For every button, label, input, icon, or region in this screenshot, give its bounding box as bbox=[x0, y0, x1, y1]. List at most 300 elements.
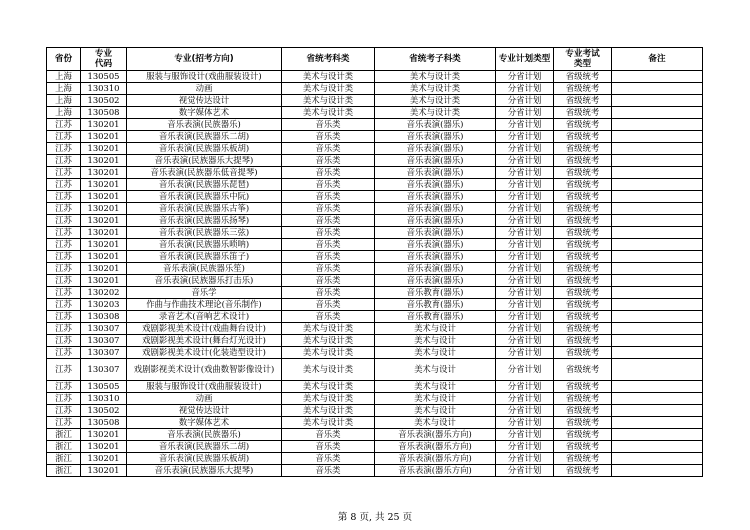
exam-type-cell: 省级统考 bbox=[554, 239, 612, 251]
table-row bbox=[47, 299, 703, 311]
major-code-cell: 130203 bbox=[81, 299, 127, 311]
exam-category-cell: 美术与设计类 bbox=[282, 95, 375, 107]
remarks-cell bbox=[612, 167, 703, 179]
remarks-cell bbox=[612, 251, 703, 263]
exam-category-cell: 美术与设计类 bbox=[282, 405, 375, 417]
major-name-cell: 服装与服饰设计(戏曲服装设计) bbox=[127, 381, 282, 393]
province-cell: 江苏 bbox=[47, 143, 81, 155]
header-exam-subcategory: 省统考子科类 bbox=[375, 48, 496, 71]
major-name-cell: 视觉传达设计 bbox=[127, 405, 282, 417]
province-cell: 江苏 bbox=[47, 417, 81, 429]
remarks-cell bbox=[612, 215, 703, 227]
remarks-cell bbox=[612, 155, 703, 167]
table-row bbox=[47, 441, 703, 453]
major-code-cell: 130201 bbox=[81, 263, 127, 275]
major-code-cell: 130201 bbox=[81, 191, 127, 203]
exam-subcategory-cell: 音乐表演(器乐) bbox=[375, 263, 496, 275]
major-name-cell: 音乐表演(民族器乐大提琴) bbox=[127, 465, 282, 477]
exam-category-cell: 音乐类 bbox=[282, 287, 375, 299]
exam-category-cell: 音乐类 bbox=[282, 191, 375, 203]
exam-subcategory-cell: 美术与设计 bbox=[375, 323, 496, 335]
exam-subcategory-cell: 音乐表演(器乐) bbox=[375, 131, 496, 143]
major-name-cell: 戏剧影视美术设计(戏曲舞台设计) bbox=[127, 323, 282, 335]
province-cell: 江苏 bbox=[47, 311, 81, 323]
exam-category-cell: 音乐类 bbox=[282, 167, 375, 179]
exam-subcategory-cell: 音乐表演(器乐) bbox=[375, 275, 496, 287]
major-code-cell: 130502 bbox=[81, 405, 127, 417]
major-code-cell: 130201 bbox=[81, 143, 127, 155]
remarks-cell bbox=[612, 429, 703, 441]
province-cell: 上海 bbox=[47, 83, 81, 95]
plan-type-cell: 分省计划 bbox=[496, 131, 554, 143]
exam-type-cell: 省级统考 bbox=[554, 465, 612, 477]
major-code-cell: 130502 bbox=[81, 95, 127, 107]
exam-category-cell: 音乐类 bbox=[282, 299, 375, 311]
major-code-cell: 130201 bbox=[81, 453, 127, 465]
table-row bbox=[47, 417, 703, 429]
major-name-cell: 服装与服饰设计(戏曲服装设计) bbox=[127, 71, 282, 83]
plan-type-cell: 分省计划 bbox=[496, 299, 554, 311]
exam-type-cell: 省级统考 bbox=[554, 453, 612, 465]
table-row bbox=[47, 311, 703, 323]
province-cell: 江苏 bbox=[47, 359, 81, 381]
table-row bbox=[47, 429, 703, 441]
exam-type-cell: 省级统考 bbox=[554, 347, 612, 359]
exam-category-cell: 美术与设计类 bbox=[282, 381, 375, 393]
exam-subcategory-cell: 音乐表演(器乐) bbox=[375, 119, 496, 131]
exam-category-cell: 美术与设计类 bbox=[282, 107, 375, 119]
major-code-cell: 130307 bbox=[81, 359, 127, 381]
exam-subcategory-cell: 音乐表演(器乐方向) bbox=[375, 429, 496, 441]
major-name-cell: 音乐表演(民族器乐大提琴) bbox=[127, 155, 282, 167]
table-row bbox=[47, 167, 703, 179]
exam-type-cell: 省级统考 bbox=[554, 335, 612, 347]
plan-type-cell: 分省计划 bbox=[496, 263, 554, 275]
table-row bbox=[47, 227, 703, 239]
major-name-cell: 音乐学 bbox=[127, 287, 282, 299]
province-cell: 江苏 bbox=[47, 405, 81, 417]
exam-category-cell: 音乐类 bbox=[282, 131, 375, 143]
exam-type-cell: 省级统考 bbox=[554, 191, 612, 203]
province-cell: 江苏 bbox=[47, 381, 81, 393]
major-name-cell: 音乐表演(民族器乐板胡) bbox=[127, 453, 282, 465]
province-cell: 上海 bbox=[47, 95, 81, 107]
exam-type-cell: 省级统考 bbox=[554, 251, 612, 263]
table-row bbox=[47, 323, 703, 335]
exam-subcategory-cell: 音乐表演(器乐) bbox=[375, 191, 496, 203]
plan-type-cell: 分省计划 bbox=[496, 119, 554, 131]
exam-subcategory-cell: 美术与设计类 bbox=[375, 107, 496, 119]
exam-subcategory-cell: 音乐表演(器乐) bbox=[375, 179, 496, 191]
exam-subcategory-cell: 美术与设计 bbox=[375, 347, 496, 359]
exam-subcategory-cell: 音乐表演(器乐方向) bbox=[375, 441, 496, 453]
plan-type-cell: 分省计划 bbox=[496, 287, 554, 299]
exam-type-cell: 省级统考 bbox=[554, 71, 612, 83]
header-exam-category: 省统考科类 bbox=[282, 48, 375, 71]
remarks-cell bbox=[612, 381, 703, 393]
major-code-cell: 130201 bbox=[81, 131, 127, 143]
plan-type-cell: 分省计划 bbox=[496, 227, 554, 239]
major-name-cell: 音乐表演(民族器乐二胡) bbox=[127, 131, 282, 143]
plan-type-cell: 分省计划 bbox=[496, 381, 554, 393]
province-cell: 江苏 bbox=[47, 179, 81, 191]
exam-category-cell: 美术与设计类 bbox=[282, 323, 375, 335]
major-name-cell: 音乐表演(民族器乐三弦) bbox=[127, 227, 282, 239]
exam-type-cell: 省级统考 bbox=[554, 323, 612, 335]
table-row bbox=[47, 203, 703, 215]
table-row bbox=[47, 275, 703, 287]
exam-type-cell: 省级统考 bbox=[554, 107, 612, 119]
exam-type-cell: 省级统考 bbox=[554, 95, 612, 107]
remarks-cell bbox=[612, 335, 703, 347]
exam-category-cell: 音乐类 bbox=[282, 203, 375, 215]
major-name-cell: 数字媒体艺术 bbox=[127, 417, 282, 429]
exam-type-cell: 省级统考 bbox=[554, 203, 612, 215]
table-row bbox=[47, 191, 703, 203]
plan-type-cell: 分省计划 bbox=[496, 83, 554, 95]
exam-subcategory-cell: 美术与设计 bbox=[375, 381, 496, 393]
exam-category-cell: 美术与设计类 bbox=[282, 335, 375, 347]
table-row bbox=[47, 83, 703, 95]
exam-subcategory-cell: 音乐表演(器乐方向) bbox=[375, 453, 496, 465]
plan-type-cell: 分省计划 bbox=[496, 417, 554, 429]
plan-type-cell: 分省计划 bbox=[496, 167, 554, 179]
exam-category-cell: 音乐类 bbox=[282, 143, 375, 155]
table-row bbox=[47, 131, 703, 143]
exam-category-cell: 美术与设计类 bbox=[282, 359, 375, 381]
remarks-cell bbox=[612, 131, 703, 143]
major-name-cell: 音乐表演(民族器乐) bbox=[127, 429, 282, 441]
major-name-cell: 音乐表演(民族器乐唢呐) bbox=[127, 239, 282, 251]
table-row bbox=[47, 143, 703, 155]
plan-type-cell: 分省计划 bbox=[496, 107, 554, 119]
header-major-code: 专业 代码 bbox=[81, 48, 127, 71]
province-cell: 江苏 bbox=[47, 203, 81, 215]
exam-category-cell: 音乐类 bbox=[282, 453, 375, 465]
plan-type-cell: 分省计划 bbox=[496, 71, 554, 83]
exam-subcategory-cell: 美术与设计 bbox=[375, 405, 496, 417]
province-cell: 江苏 bbox=[47, 119, 81, 131]
exam-type-cell: 省级统考 bbox=[554, 405, 612, 417]
province-cell: 江苏 bbox=[47, 335, 81, 347]
table-row bbox=[47, 263, 703, 275]
remarks-cell bbox=[612, 359, 703, 381]
table-row bbox=[47, 95, 703, 107]
plan-type-cell: 分省计划 bbox=[496, 323, 554, 335]
major-code-cell: 130308 bbox=[81, 311, 127, 323]
province-cell: 江苏 bbox=[47, 275, 81, 287]
major-code-cell: 130307 bbox=[81, 335, 127, 347]
province-cell: 江苏 bbox=[47, 167, 81, 179]
exam-type-cell: 省级统考 bbox=[554, 417, 612, 429]
remarks-cell bbox=[612, 95, 703, 107]
exam-subcategory-cell: 音乐教育(器乐) bbox=[375, 287, 496, 299]
major-code-cell: 130201 bbox=[81, 275, 127, 287]
exam-subcategory-cell: 音乐表演(器乐) bbox=[375, 215, 496, 227]
table-row bbox=[47, 119, 703, 131]
major-code-cell: 130307 bbox=[81, 347, 127, 359]
exam-type-cell: 省级统考 bbox=[554, 381, 612, 393]
exam-category-cell: 美术与设计类 bbox=[282, 417, 375, 429]
remarks-cell bbox=[612, 71, 703, 83]
table-row bbox=[47, 215, 703, 227]
exam-subcategory-cell: 美术与设计 bbox=[375, 335, 496, 347]
major-code-cell: 130201 bbox=[81, 429, 127, 441]
exam-type-cell: 省级统考 bbox=[554, 179, 612, 191]
major-code-cell: 130508 bbox=[81, 417, 127, 429]
major-name-cell: 录音艺术(音响艺术设计) bbox=[127, 311, 282, 323]
province-cell: 江苏 bbox=[47, 323, 81, 335]
province-cell: 江苏 bbox=[47, 299, 81, 311]
exam-category-cell: 音乐类 bbox=[282, 239, 375, 251]
province-cell: 江苏 bbox=[47, 263, 81, 275]
major-name-cell: 视觉传达设计 bbox=[127, 95, 282, 107]
major-code-cell: 130201 bbox=[81, 167, 127, 179]
plan-type-cell: 分省计划 bbox=[496, 239, 554, 251]
table-row bbox=[47, 155, 703, 167]
plan-type-cell: 分省计划 bbox=[496, 465, 554, 477]
major-code-cell: 130201 bbox=[81, 155, 127, 167]
major-name-cell: 动画 bbox=[127, 83, 282, 95]
exam-subcategory-cell: 音乐表演(器乐) bbox=[375, 227, 496, 239]
major-code-cell: 130201 bbox=[81, 119, 127, 131]
exam-type-cell: 省级统考 bbox=[554, 441, 612, 453]
table-row bbox=[47, 465, 703, 477]
major-name-cell: 音乐表演(民族器乐板胡) bbox=[127, 143, 282, 155]
header-major-direction: 专业(招考方向) bbox=[127, 48, 282, 71]
province-cell: 江苏 bbox=[47, 155, 81, 167]
exam-subcategory-cell: 音乐表演(器乐) bbox=[375, 143, 496, 155]
table-row bbox=[47, 107, 703, 119]
exam-type-cell: 省级统考 bbox=[554, 155, 612, 167]
plan-type-cell: 分省计划 bbox=[496, 335, 554, 347]
exam-type-cell: 省级统考 bbox=[554, 227, 612, 239]
exam-subcategory-cell: 音乐教育(器乐) bbox=[375, 311, 496, 323]
exam-subcategory-cell: 音乐教育(器乐) bbox=[375, 299, 496, 311]
exam-category-cell: 美术与设计类 bbox=[282, 71, 375, 83]
major-code-cell: 130201 bbox=[81, 215, 127, 227]
remarks-cell bbox=[612, 393, 703, 405]
plan-type-cell: 分省计划 bbox=[496, 251, 554, 263]
exam-category-cell: 音乐类 bbox=[282, 215, 375, 227]
province-cell: 江苏 bbox=[47, 215, 81, 227]
header-plan-type: 专业计划类型 bbox=[496, 48, 554, 71]
province-cell: 浙江 bbox=[47, 441, 81, 453]
plan-type-cell: 分省计划 bbox=[496, 311, 554, 323]
plan-type-cell: 分省计划 bbox=[496, 453, 554, 465]
exam-subcategory-cell: 美术与设计类 bbox=[375, 71, 496, 83]
remarks-cell bbox=[612, 227, 703, 239]
major-name-cell: 作曲与作曲技术理论(音乐制作) bbox=[127, 299, 282, 311]
major-name-cell: 音乐表演(民族器乐古筝) bbox=[127, 203, 282, 215]
table-row bbox=[47, 359, 703, 381]
table-row bbox=[47, 393, 703, 405]
exam-type-cell: 省级统考 bbox=[554, 83, 612, 95]
remarks-cell bbox=[612, 347, 703, 359]
plan-type-cell: 分省计划 bbox=[496, 441, 554, 453]
remarks-cell bbox=[612, 287, 703, 299]
major-name-cell: 音乐表演(民族器乐中阮) bbox=[127, 191, 282, 203]
major-code-cell: 130201 bbox=[81, 203, 127, 215]
province-cell: 江苏 bbox=[47, 393, 81, 405]
exam-category-cell: 音乐类 bbox=[282, 179, 375, 191]
plan-type-cell: 分省计划 bbox=[496, 393, 554, 405]
major-name-cell: 数字媒体艺术 bbox=[127, 107, 282, 119]
exam-type-cell: 省级统考 bbox=[554, 429, 612, 441]
major-name-cell: 音乐表演(民族器乐扬琴) bbox=[127, 215, 282, 227]
exam-category-cell: 音乐类 bbox=[282, 155, 375, 167]
plan-type-cell: 分省计划 bbox=[496, 155, 554, 167]
plan-type-cell: 分省计划 bbox=[496, 215, 554, 227]
exam-category-cell: 音乐类 bbox=[282, 119, 375, 131]
exam-category-cell: 音乐类 bbox=[282, 429, 375, 441]
major-name-cell: 音乐表演(民族器乐笙) bbox=[127, 263, 282, 275]
remarks-cell bbox=[612, 417, 703, 429]
exam-category-cell: 音乐类 bbox=[282, 251, 375, 263]
major-code-cell: 130202 bbox=[81, 287, 127, 299]
province-cell: 浙江 bbox=[47, 453, 81, 465]
province-cell: 江苏 bbox=[47, 227, 81, 239]
exam-category-cell: 音乐类 bbox=[282, 465, 375, 477]
remarks-cell bbox=[612, 119, 703, 131]
province-cell: 上海 bbox=[47, 107, 81, 119]
major-name-cell: 动画 bbox=[127, 393, 282, 405]
major-code-cell: 130201 bbox=[81, 251, 127, 263]
exam-subcategory-cell: 美术与设计类 bbox=[375, 95, 496, 107]
table-row bbox=[47, 335, 703, 347]
table-row bbox=[47, 179, 703, 191]
table-row bbox=[47, 239, 703, 251]
remarks-cell bbox=[612, 107, 703, 119]
major-code-cell: 130307 bbox=[81, 323, 127, 335]
major-name-cell: 音乐表演(民族器乐二胡) bbox=[127, 441, 282, 453]
remarks-cell bbox=[612, 299, 703, 311]
plan-type-cell: 分省计划 bbox=[496, 429, 554, 441]
exam-subcategory-cell: 音乐表演(器乐) bbox=[375, 167, 496, 179]
plan-type-cell: 分省计划 bbox=[496, 347, 554, 359]
plan-type-cell: 分省计划 bbox=[496, 179, 554, 191]
table-header-row bbox=[47, 48, 703, 71]
table-row bbox=[47, 405, 703, 417]
exam-type-cell: 省级统考 bbox=[554, 131, 612, 143]
exam-type-cell: 省级统考 bbox=[554, 287, 612, 299]
province-cell: 江苏 bbox=[47, 239, 81, 251]
exam-type-cell: 省级统考 bbox=[554, 167, 612, 179]
remarks-cell bbox=[612, 465, 703, 477]
exam-type-cell: 省级统考 bbox=[554, 143, 612, 155]
exam-type-cell: 省级统考 bbox=[554, 275, 612, 287]
header-province: 省份 bbox=[47, 48, 81, 71]
province-cell: 江苏 bbox=[47, 287, 81, 299]
province-cell: 浙江 bbox=[47, 429, 81, 441]
major-code-cell: 130310 bbox=[81, 393, 127, 405]
major-name-cell: 音乐表演(民族器乐) bbox=[127, 119, 282, 131]
remarks-cell bbox=[612, 453, 703, 465]
exam-category-cell: 美术与设计类 bbox=[282, 83, 375, 95]
table-row bbox=[47, 251, 703, 263]
plan-type-cell: 分省计划 bbox=[496, 405, 554, 417]
major-code-cell: 130505 bbox=[81, 381, 127, 393]
plan-type-cell: 分省计划 bbox=[496, 95, 554, 107]
province-cell: 江苏 bbox=[47, 191, 81, 203]
remarks-cell bbox=[612, 83, 703, 95]
province-cell: 浙江 bbox=[47, 465, 81, 477]
remarks-cell bbox=[612, 405, 703, 417]
province-cell: 江苏 bbox=[47, 251, 81, 263]
remarks-cell bbox=[612, 239, 703, 251]
remarks-cell bbox=[612, 441, 703, 453]
admission-plan-table bbox=[46, 47, 703, 477]
exam-type-cell: 省级统考 bbox=[554, 299, 612, 311]
remarks-cell bbox=[612, 311, 703, 323]
plan-type-cell: 分省计划 bbox=[496, 359, 554, 381]
remarks-cell bbox=[612, 191, 703, 203]
remarks-cell bbox=[612, 143, 703, 155]
major-code-cell: 130201 bbox=[81, 441, 127, 453]
exam-type-cell: 省级统考 bbox=[554, 215, 612, 227]
plan-type-cell: 分省计划 bbox=[496, 143, 554, 155]
table-row bbox=[47, 381, 703, 393]
exam-type-cell: 省级统考 bbox=[554, 311, 612, 323]
province-cell: 上海 bbox=[47, 71, 81, 83]
exam-subcategory-cell: 美术与设计 bbox=[375, 417, 496, 429]
exam-category-cell: 音乐类 bbox=[282, 441, 375, 453]
remarks-cell bbox=[612, 323, 703, 335]
major-code-cell: 130310 bbox=[81, 83, 127, 95]
major-code-cell: 130201 bbox=[81, 227, 127, 239]
page-footer: 第 8 页, 共 25 页 bbox=[337, 512, 413, 523]
exam-category-cell: 音乐类 bbox=[282, 263, 375, 275]
exam-category-cell: 音乐类 bbox=[282, 311, 375, 323]
exam-type-cell: 省级统考 bbox=[554, 119, 612, 131]
remarks-cell bbox=[612, 275, 703, 287]
header-exam-type: 专业考试 类型 bbox=[554, 48, 612, 71]
major-name-cell: 戏剧影视美术设计(舞台灯光设计) bbox=[127, 335, 282, 347]
major-name-cell: 戏剧影视美术设计(化装造型设计) bbox=[127, 347, 282, 359]
exam-subcategory-cell: 美术与设计 bbox=[375, 393, 496, 405]
major-name-cell: 音乐表演(民族器乐笛子) bbox=[127, 251, 282, 263]
exam-subcategory-cell: 美术与设计类 bbox=[375, 83, 496, 95]
table-row bbox=[47, 287, 703, 299]
major-name-cell: 音乐表演(民族器乐打击乐) bbox=[127, 275, 282, 287]
table-row bbox=[47, 71, 703, 83]
exam-category-cell: 美术与设计类 bbox=[282, 393, 375, 405]
exam-category-cell: 美术与设计类 bbox=[282, 347, 375, 359]
exam-subcategory-cell: 音乐表演(器乐) bbox=[375, 155, 496, 167]
major-code-cell: 130201 bbox=[81, 239, 127, 251]
major-code-cell: 130201 bbox=[81, 465, 127, 477]
plan-type-cell: 分省计划 bbox=[496, 275, 554, 287]
exam-subcategory-cell: 美术与设计 bbox=[375, 359, 496, 381]
table-body bbox=[47, 71, 703, 477]
major-name-cell: 戏剧影视美术设计(戏曲数智影像设计) bbox=[127, 359, 282, 381]
province-cell: 江苏 bbox=[47, 347, 81, 359]
header-remarks: 备注 bbox=[612, 48, 703, 71]
exam-type-cell: 省级统考 bbox=[554, 359, 612, 381]
remarks-cell bbox=[612, 179, 703, 191]
plan-type-cell: 分省计划 bbox=[496, 191, 554, 203]
exam-subcategory-cell: 音乐表演(器乐方向) bbox=[375, 465, 496, 477]
exam-category-cell: 音乐类 bbox=[282, 275, 375, 287]
major-code-cell: 130505 bbox=[81, 71, 127, 83]
table-row bbox=[47, 347, 703, 359]
exam-subcategory-cell: 音乐表演(器乐) bbox=[375, 251, 496, 263]
plan-type-cell: 分省计划 bbox=[496, 203, 554, 215]
major-code-cell: 130201 bbox=[81, 179, 127, 191]
exam-subcategory-cell: 音乐表演(器乐) bbox=[375, 239, 496, 251]
exam-category-cell: 音乐类 bbox=[282, 227, 375, 239]
major-name-cell: 音乐表演(民族器乐低音提琴) bbox=[127, 167, 282, 179]
